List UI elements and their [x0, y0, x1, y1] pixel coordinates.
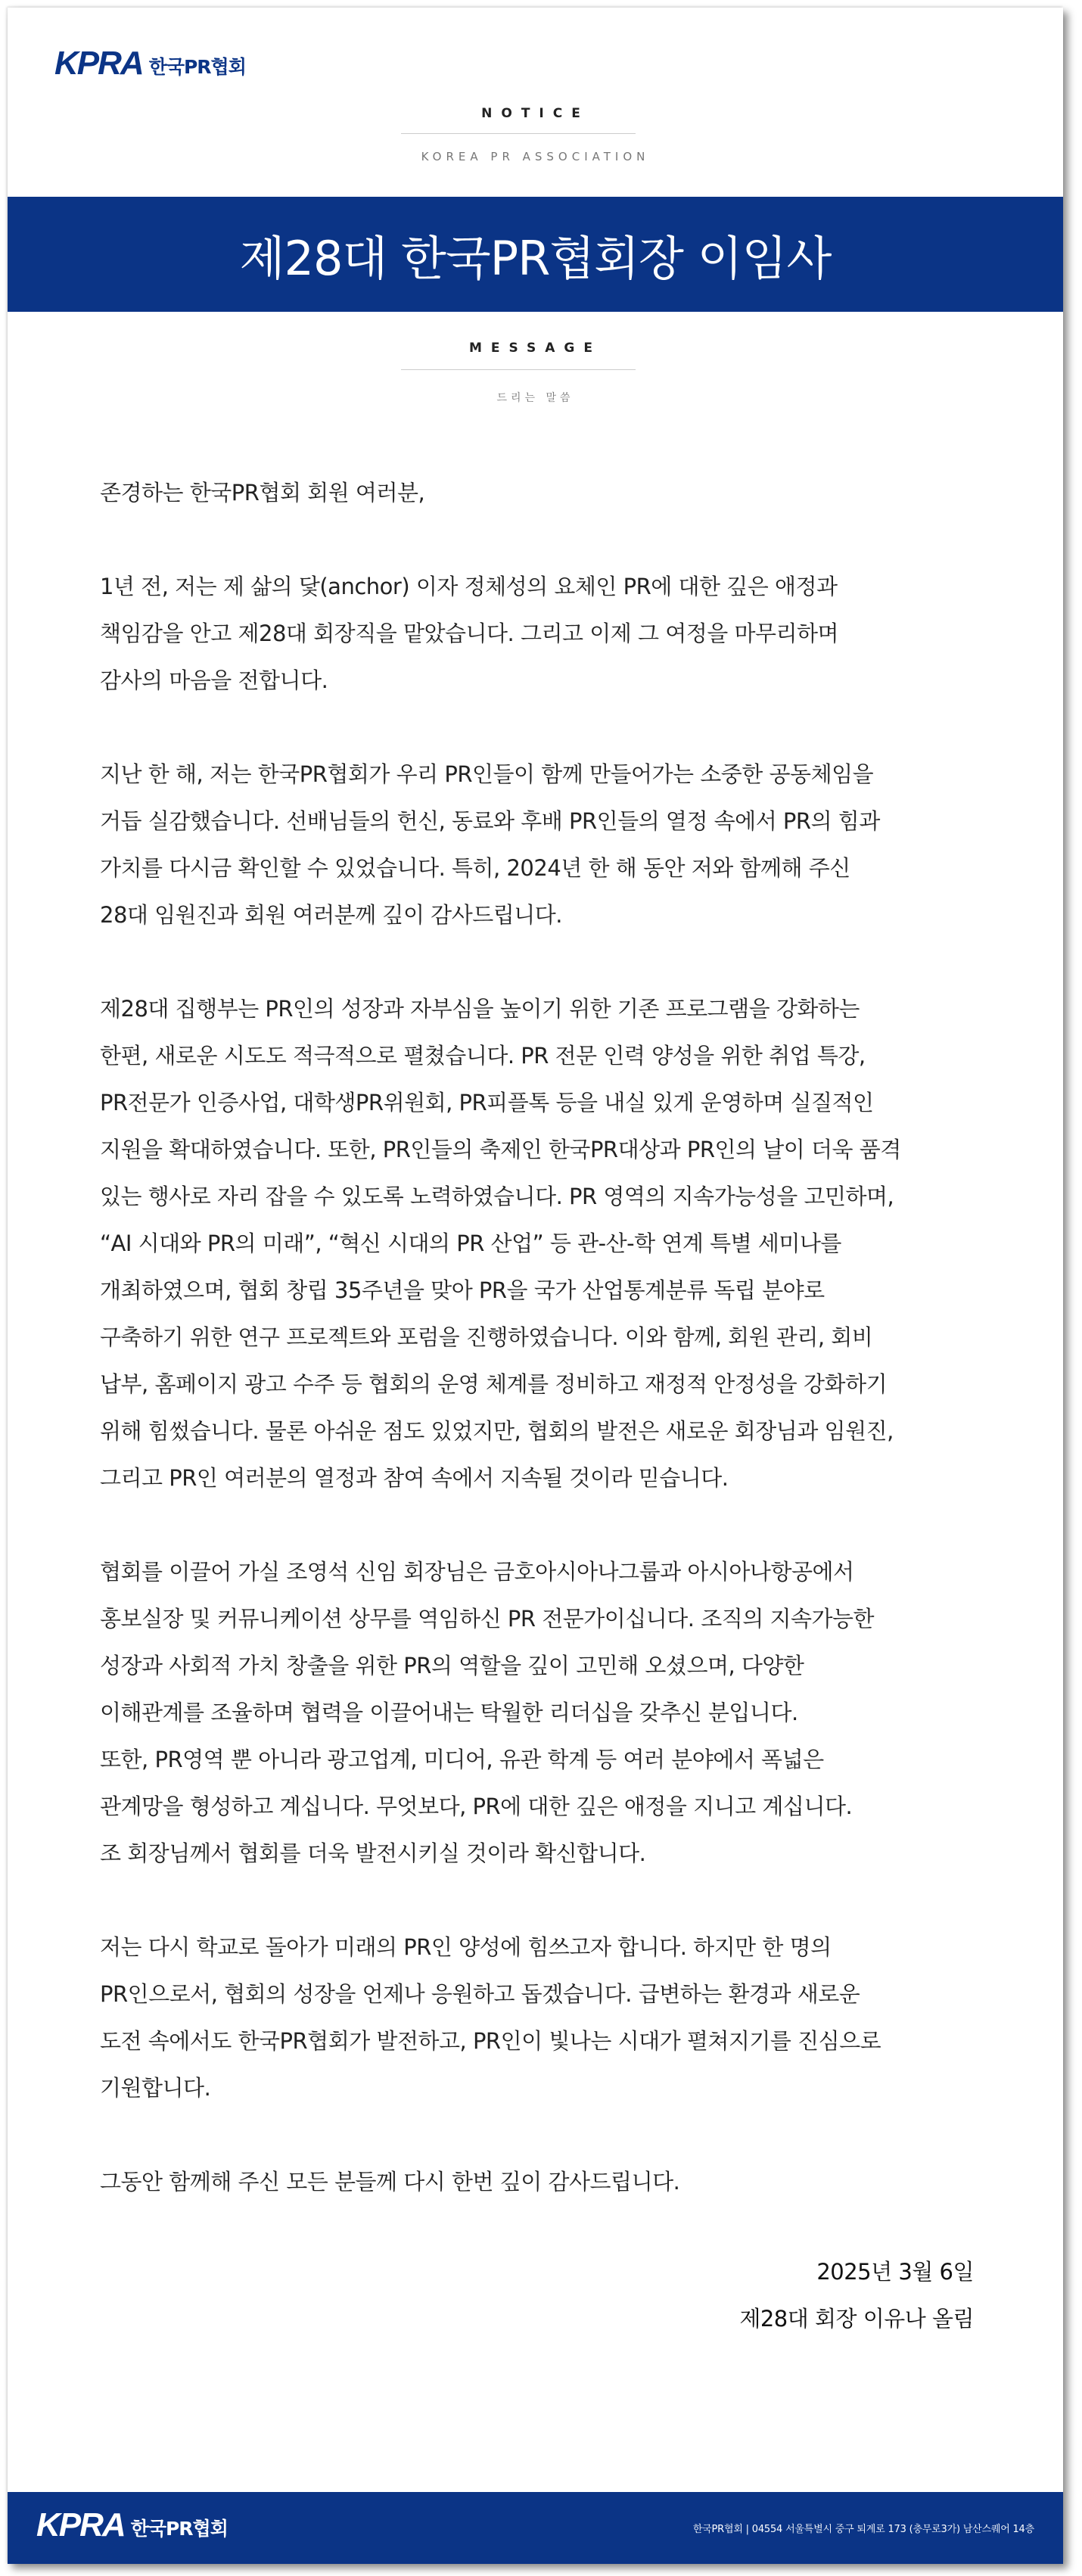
signature: 제28대 회장 이유나 올림: [739, 2306, 974, 2332]
paragraph-line: 28대 임원진과 회원 여러분께 깊이 감사드립니다.: [100, 902, 562, 928]
letter-paragraph: [100, 751, 978, 938]
paragraph-line: 도전 속에서도 한국PR협회가 발전하고, PR인이 빛나는 시대가 펼쳐지기를 진심으로: [100, 2028, 881, 2054]
paragraph-line: 협회를 이끌어 가실 조영석 신임 회장님은 금호아시아나그룹과 아시아나항공에서: [100, 1559, 854, 1585]
footer-logo-org-name: 한국PR협회: [130, 2518, 228, 2540]
letter-paragraph: [100, 1548, 978, 1877]
greeting: 존경하는 한국PR협회 회원 여러분,: [100, 480, 425, 506]
paragraph-line: 관계망을 형성하고 계십니다. 무엇보다, PR에 대한 깊은 애정을 지니고 계십니다.: [100, 1794, 853, 1819]
notice-page: [8, 8, 1063, 2564]
paragraph-line: 납부, 홈페이지 광고 수주 등 협회의 운영 체계를 정비하고 재정적 안정성을 강화하기: [100, 1371, 888, 1397]
paragraph-line: 위해 힘썼습니다. 물론 아쉬운 점도 있었지만, 협회의 발전은 새로운 회장님과 임원진,: [100, 1418, 894, 1444]
notice-label: NOTICE: [481, 106, 589, 121]
paragraph-line: 1년 전, 저는 제 삶의 닻(anchor) 이자 정체성의 요체인 PR에 대한 깊은 애정과: [100, 574, 838, 599]
paragraph-line: 있는 행사로 자리 잡을 수 있도록 노력하였습니다. PR 영역의 지속가능성을 고민하며,: [100, 1184, 894, 1209]
paragraph-line: 조 회장님께서 협회를 더욱 발전시키실 것이라 확신합니다.: [100, 1840, 646, 1866]
paragraph-line: 거듭 실감했습니다. 선배님들의 헌신, 동료와 후배 PR인들의 열정 속에서 PR의 힘과: [100, 808, 880, 834]
paragraph-line: 감사의 마음을 전합니다.: [100, 667, 328, 693]
letter-paragraph: [100, 1924, 978, 2111]
kpra-logo[interactable]: [54, 47, 246, 80]
divider: [401, 133, 636, 134]
message-sublabel: 드리는 말씀: [496, 392, 574, 404]
logo-org-name: 한국PR협회: [148, 56, 246, 78]
letter-body: [100, 469, 978, 2252]
footer: [8, 2492, 1063, 2564]
footer-logo-mark: KPRA: [36, 2506, 125, 2543]
letter-paragraph: [100, 563, 978, 704]
letter-paragraph: [100, 985, 978, 1501]
paragraph-line: PR인으로서, 협회의 성장을 언제나 응원하고 돕겠습니다. 급변하는 환경과 새로운: [100, 1981, 860, 2007]
paragraph-line: 가치를 다시금 확인할 수 있었습니다. 특히, 2024년 한 해 동안 저와 함께해 주신: [100, 855, 850, 881]
paragraph-line: 또한, PR영역 뿐 아니라 광고업계, 미디어, 유관 학계 등 여러 분야에서 폭넓은: [100, 1747, 824, 1772]
page-title: 제28대 한국PR협회장 이임사: [239, 230, 832, 286]
paragraph-line: 구축하기 위한 연구 프로젝트와 포럼을 진행하였습니다. 이와 함께, 회원 관리, 회비: [100, 1324, 873, 1350]
footer-logo[interactable]: [36, 2506, 228, 2543]
paragraph-line: 책임감을 안고 제28대 회장직을 맡았습니다. 그리고 이제 그 여정을 마무리하며: [100, 621, 839, 646]
paragraph-line: 제28대 집행부는 PR인의 성장과 자부심을 높이기 위한 기존 프로그램을 강화하는: [100, 996, 860, 1022]
logo-mark: KPRA: [54, 45, 143, 82]
paragraph-line: 성장과 사회적 가치 창출을 위한 PR의 역할을 깊이 고민해 오셨으며, 다양한: [100, 1653, 804, 1678]
paragraph-line: 그동안 함께해 주신 모든 분들께 다시 한번 깊이 감사드립니다.: [100, 2169, 680, 2195]
paragraph-line: PR전문가 인증사업, 대학생PR위원회, PR피플톡 등을 내실 있게 운영하며 실질적인: [100, 1090, 874, 1115]
paragraph-line: 지원을 확대하였습니다. 또한, PR인들의 축제인 한국PR대상과 PR인의 날이 더욱 품격: [100, 1137, 901, 1162]
paragraph-line: 홍보실장 및 커뮤니케이션 상무를 역임하신 PR 전문가이십니다. 조직의 지속가능한: [100, 1606, 875, 1632]
paragraph-line: 그리고 PR인 여러분의 열정과 참여 속에서 지속될 것이라 믿습니다.: [100, 1465, 729, 1491]
paragraph-line: 개최하였으며, 협회 창립 35주년을 맞아 PR을 국가 산업통계분류 독립 분야로: [100, 1277, 825, 1303]
divider: [401, 369, 636, 370]
paragraph-line: 한편, 새로운 시도도 적극적으로 펼쳤습니다. PR 전문 인력 양성을 위한 취업 특강,: [100, 1043, 866, 1069]
association-label: KOREA PR ASSOCIATION: [421, 150, 650, 163]
paragraph-line: 저는 다시 학교로 돌아가 미래의 PR인 양성에 힘쓰고자 합니다. 하지만 한 명의: [100, 1934, 832, 1960]
paragraph-line: 기원합니다.: [100, 2075, 211, 2101]
footer-address: 한국PR협회 | 04554 서울특별시 중구 퇴계로 173 (충무로3가) 남산스퀘어 14층: [692, 2524, 1034, 2535]
paragraph-line: 이해관계를 조율하며 협력을 이끌어내는 탁월한 리더십을 갖추신 분입니다.: [100, 1700, 798, 1725]
letter-date: 2025년 3월 6일: [816, 2259, 974, 2285]
paragraph-line: 지난 한 해, 저는 한국PR협회가 우리 PR인들이 함께 만들어가는 소중한 공동체임을: [100, 761, 874, 787]
title-banner: [8, 197, 1063, 312]
message-label: MESSAGE: [469, 341, 602, 356]
paragraph-line: “AI 시대와 PR의 미래”, “혁신 시대의 PR 산업” 등 관-산-학 연계 특별 세미나를: [100, 1230, 841, 1256]
letter-paragraph: [100, 2158, 978, 2205]
